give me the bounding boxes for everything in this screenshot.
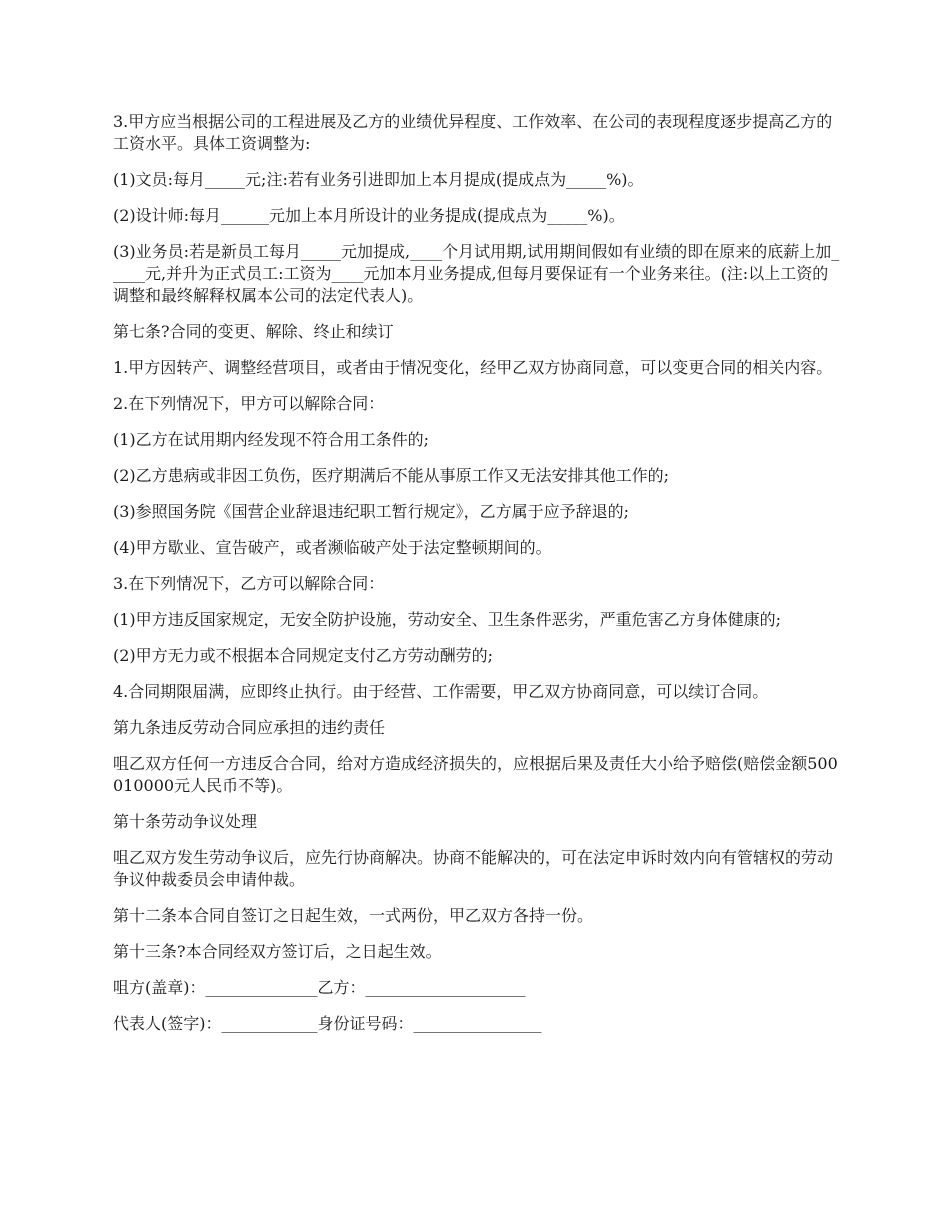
paragraph-contract-change: 1.甲方因转产、调整经营项目，或者由于情况变化，经甲乙双方协商同意，可以变更合同的相关内容。 [113,358,833,377]
signature-party-line: 咀方(盖章)：______________乙方：____________________ [113,978,526,997]
paragraph-designer-salary: (2)设计师:每月______元加上本月所设计的业务提成(提成点为_____%)。 [113,206,625,225]
heading-article-7: 第七条?合同的变更、解除、终止和续订 [113,322,394,341]
paragraph-sales-salary: (3)业务员:若是新员工每月_____元加提成,____个月试用期,试用期间假如有业绩的即在原来的底薪上加_____元,并升为正式员工:工资为____元加本月业务提成,但每月要保证有一个业务来往。(注:以上工资的调整和最终解释权属本公司的法定代表人)。 [113,242,840,305]
paragraph-article-13: 第十三条?本合同经双方签订后，之日起生效。 [113,942,442,961]
paragraph-employer-termination-2: (2)乙方患病或非因工负伤，医疗期满后不能从事原工作又无法安排其他工作的; [113,466,670,485]
heading-article-10: 第十条劳动争议处理 [113,812,258,831]
heading-article-9: 第九条违反劳动合同应承担的违约责任 [113,718,386,737]
paragraph-employee-termination-2: (2)甲方无力或不根据本合同规定支付乙方劳动酬劳的; [113,646,494,665]
paragraph-article-12: 第十二条本合同自签订之日起生效，一式两份，甲乙双方各持一份。 [113,906,594,925]
paragraph-employer-termination-4: (4)甲方歇业、宣告破产，或者濒临破产处于法定整顿期间的。 [113,538,552,557]
paragraph-liability: 咀乙双方任何一方违反合合同，给对方造成经济损失的，应根据后果及责任大小给予赔偿(赔偿金额500010000元人民币不等)。 [113,754,838,795]
paragraph-employer-termination-3: (3)参照国务院《国营企业辞退违纪职工暂行规定》，乙方属于应予辞退的; [113,502,630,521]
paragraph-employer-termination: 2.在下列情况下，甲方可以解除合同： [113,394,385,413]
paragraph-dispute: 咀乙双方发生劳动争议后，应先行协商解决。协商不能解决的，可在法定申诉时效内向有管辖权的劳动争议仲裁委员会申请仲裁。 [113,848,834,889]
paragraph-clerk-salary: (1)文员:每月_____元;注:若有业务引进即加上本月提成(提成点为_____%)。 [113,170,644,189]
paragraph-salary-adjustment: 3.甲方应当根据公司的工程进展及乙方的业绩优异程度、工作效率、在公司的表现程度逐步提高乙方的工资水平。具体工资调整为: [113,112,833,153]
paragraph-employee-termination: 3.在下列情况下，乙方可以解除合同： [113,574,385,593]
paragraph-contract-expiry: 4.合同期限届满，应即终止执行。由于经营、工作需要，甲乙双方协商同意，可以续订合同。 [113,682,769,701]
paragraph-employee-termination-1: (1)甲方违反国家规定，无安全防护设施，劳动安全、卫生条件恶劣，严重危害乙方身体健康的; [113,610,782,629]
signature-representative-line: 代表人(签字)：____________身份证号码：________________ [113,1014,542,1033]
paragraph-employer-termination-1: (1)乙方在试用期内经发现不符合用工条件的; [113,430,430,449]
